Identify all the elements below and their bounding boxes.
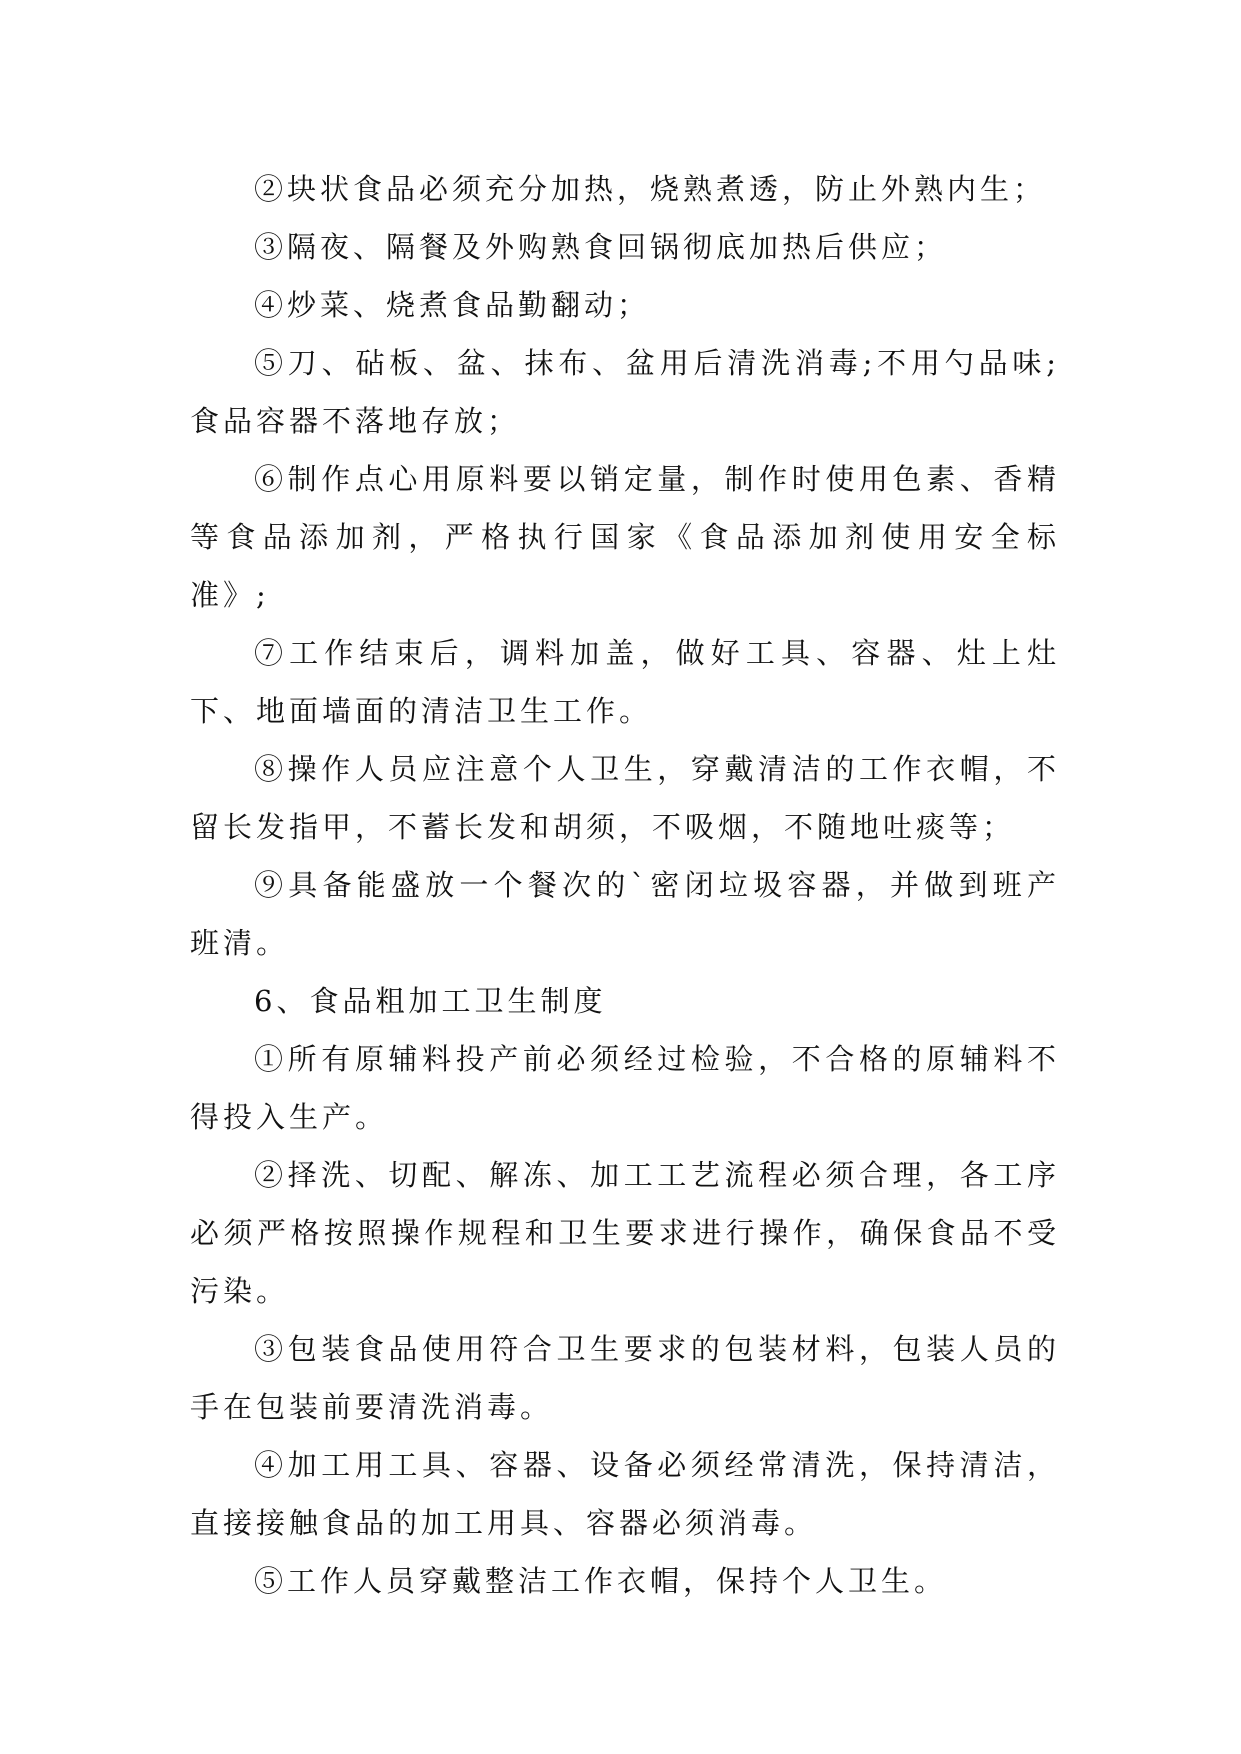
paragraph-item-7-cleanup: ⑦工作结束后，调料加盖，做好工具、容器、灶上灶下、地面墙面的清洁卫生工作。 bbox=[190, 636, 1060, 728]
paragraph-item-3-packaging: ③包装食品使用符合卫生要求的包装材料，包装人员的手在包装前要清洗消毒。 bbox=[190, 1332, 1060, 1424]
paragraph-item-5-attire: ⑤工作人员穿戴整洁工作衣帽，保持个人卫生。 bbox=[254, 1564, 948, 1598]
paragraph-item-2-process: ②择洗、切配、解冻、加工工艺流程必须合理，各工序必须严格按照操作规程和卫生要求进行操作，确保食品不受污染。 bbox=[190, 1158, 1060, 1308]
paragraph-item-1-inspection: ①所有原辅料投产前必须经过检验，不合格的原辅料不得投入生产。 bbox=[190, 1042, 1060, 1134]
paragraph-item-6-additives: ⑥制作点心用原料要以销定量，制作时使用色素、香精等食品添加剂，严格执行国家《食品添加剂使用安全标准》; bbox=[190, 462, 1060, 612]
paragraph-item-2-heating: ②块状食品必须充分加热，烧熟煮透，防止外熟内生； bbox=[254, 172, 1047, 206]
paragraph-item-8-hygiene: ⑧操作人员应注意个人卫生，穿戴清洁的工作衣帽，不留长发指甲，不蓄长发和胡须，不吸烟，不随地吐痰等； bbox=[190, 752, 1060, 844]
paragraph-item-4-equipment: ④加工用工具、容器、设备必须经常清洗，保持清洁，直接接触食品的加工用具、容器必须消毒。 bbox=[190, 1448, 1060, 1540]
section-heading: 6、食品粗加工卫生制度 bbox=[254, 984, 607, 1018]
paragraph-item-9-waste: ⑨具备能盛放一个餐次的`密闭垃圾容器，并做到班产班清。 bbox=[190, 868, 1060, 960]
paragraph-item-4-stirring: ④炒菜、烧煮食品勤翻动； bbox=[254, 288, 651, 322]
document-body bbox=[190, 160, 1060, 1610]
paragraph-item-3-leftovers: ③隔夜、隔餐及外购熟食回锅彻底加热后供应； bbox=[254, 230, 948, 264]
paragraph-item-5-utensils: ⑤刀、砧板、盆、抹布、盆用后清洗消毒;不用勺品味;食品容器不落地存放； bbox=[190, 346, 1060, 438]
